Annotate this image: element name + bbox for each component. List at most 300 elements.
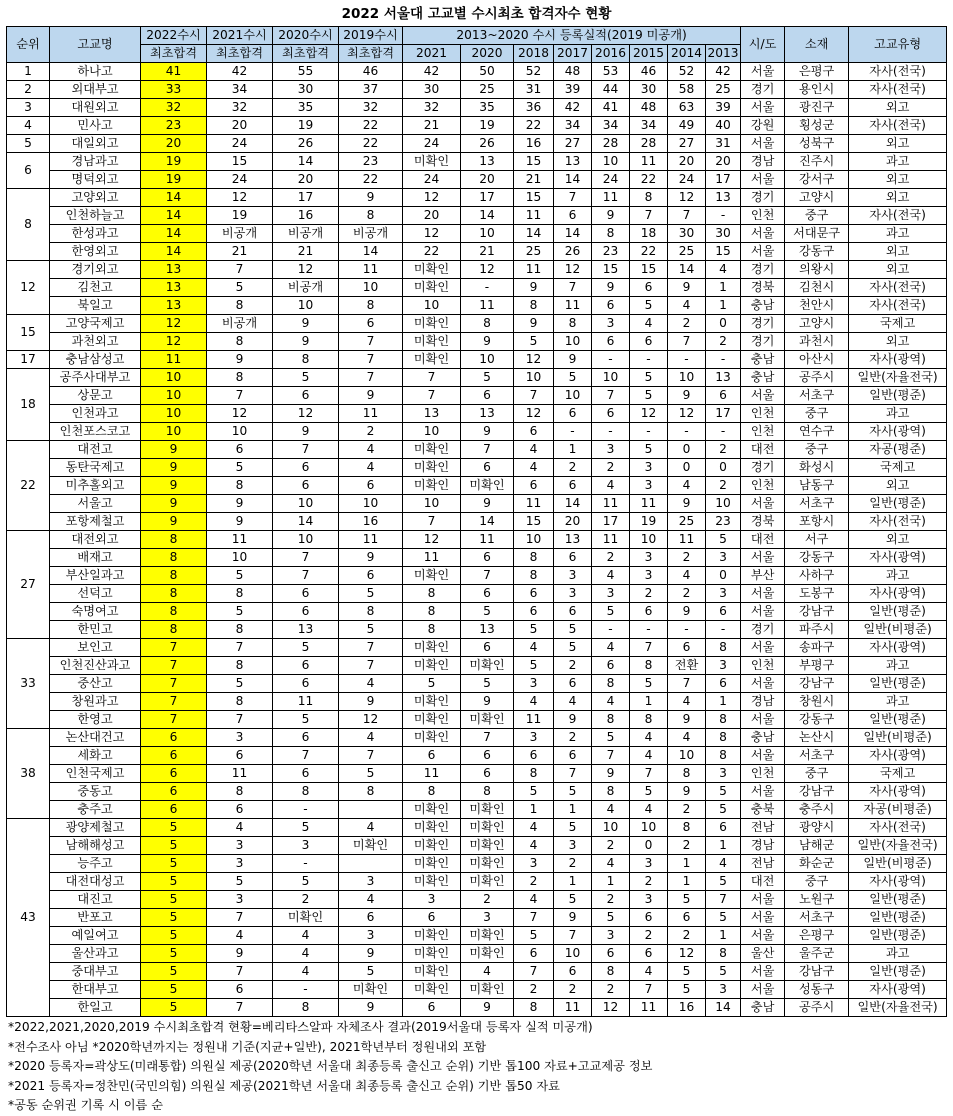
reg-2016: 8	[592, 225, 630, 243]
reg-2020: 13	[461, 621, 514, 639]
school-name: 한민고	[50, 621, 141, 639]
reg-2021: 미확인	[403, 657, 461, 675]
admits-2022: 9	[141, 477, 207, 495]
reg-2018: 8	[514, 765, 554, 783]
region: 경남	[741, 837, 785, 855]
school-type: 일반(자율전국)	[849, 999, 947, 1017]
reg-2018: 11	[514, 495, 554, 513]
admits-2020: 14	[273, 513, 339, 531]
region: 서울	[741, 639, 785, 657]
region: 경기	[741, 81, 785, 99]
reg-2014: 52	[668, 63, 706, 81]
reg-2017: 4	[554, 693, 592, 711]
reg-2020: 6	[461, 459, 514, 477]
reg-2016: 2	[592, 459, 630, 477]
reg-2017: 34	[554, 117, 592, 135]
reg-2018: 2	[514, 873, 554, 891]
admits-2020: 26	[273, 135, 339, 153]
admits-2021: 5	[207, 279, 273, 297]
reg-2015: 8	[630, 711, 668, 729]
admits-2022: 5	[141, 963, 207, 981]
rank-cell: 15	[7, 315, 50, 351]
table-row	[7, 621, 947, 639]
reg-2018: 4	[514, 639, 554, 657]
location: 화성시	[785, 459, 849, 477]
reg-2021: 미확인	[403, 279, 461, 297]
region: 서울	[741, 783, 785, 801]
reg-2013: 8	[706, 747, 741, 765]
admits-2019: 9	[339, 549, 403, 567]
location: 과천시	[785, 333, 849, 351]
reg-2017: 6	[554, 675, 592, 693]
reg-2017: 11	[554, 999, 592, 1017]
reg-2020: 미확인	[461, 657, 514, 675]
admits-2022: 8	[141, 531, 207, 549]
reg-2016: 2	[592, 549, 630, 567]
reg-2017: 5	[554, 639, 592, 657]
admits-2020: 6	[273, 603, 339, 621]
admits-2019: 5	[339, 963, 403, 981]
reg-2014: 5	[668, 963, 706, 981]
table-row	[7, 81, 947, 99]
reg-2016: 8	[592, 675, 630, 693]
location: 은평구	[785, 63, 849, 81]
region: 충남	[741, 369, 785, 387]
admits-2020: 5	[273, 873, 339, 891]
admits-2021: 6	[207, 441, 273, 459]
location: 서구	[785, 531, 849, 549]
school-name: 숙명여고	[50, 603, 141, 621]
admits-2019: 4	[339, 729, 403, 747]
reg-2021: 미확인	[403, 351, 461, 369]
table-row	[7, 423, 947, 441]
school-name: 경남과고	[50, 153, 141, 171]
reg-2017: 2	[554, 855, 592, 873]
admits-2019: 9	[339, 189, 403, 207]
reg-2017: 1	[554, 441, 592, 459]
reg-2021: 미확인	[403, 963, 461, 981]
reg-2013: 1	[706, 927, 741, 945]
reg-2016: 4	[592, 801, 630, 819]
admits-2020: 55	[273, 63, 339, 81]
school-type: 과고	[849, 567, 947, 585]
admits-2019: 5	[339, 621, 403, 639]
reg-2015: 5	[630, 441, 668, 459]
admits-2022: 12	[141, 333, 207, 351]
reg-2018: 7	[514, 909, 554, 927]
reg-2015: 5	[630, 783, 668, 801]
admits-2021: 10	[207, 549, 273, 567]
admits-2020: 13	[273, 621, 339, 639]
admits-2022: 6	[141, 783, 207, 801]
admits-2022: 5	[141, 855, 207, 873]
rank-cell: 3	[7, 99, 50, 117]
table-row	[7, 405, 947, 423]
reg-2017: 6	[554, 405, 592, 423]
reg-2021: 미확인	[403, 153, 461, 171]
reg-2013: 1	[706, 837, 741, 855]
school-name: 과천외고	[50, 333, 141, 351]
admits-2021: 10	[207, 423, 273, 441]
school-type: 자사(광역)	[849, 981, 947, 999]
reg-2015: 11	[630, 999, 668, 1017]
location: 강동구	[785, 243, 849, 261]
admits-2020: 12	[273, 261, 339, 279]
admits-2020: 7	[273, 441, 339, 459]
reg-2015: -	[630, 621, 668, 639]
region: 서울	[741, 387, 785, 405]
region: 전남	[741, 855, 785, 873]
school-name: 중동고	[50, 783, 141, 801]
reg-2015: 30	[630, 81, 668, 99]
admits-2020: 7	[273, 567, 339, 585]
reg-2017: 12	[554, 261, 592, 279]
location: 진주시	[785, 153, 849, 171]
location: 의왕시	[785, 261, 849, 279]
school-type: 자사(광역)	[849, 423, 947, 441]
reg-2014: 7	[668, 675, 706, 693]
reg-2015: 3	[630, 855, 668, 873]
reg-2021: 8	[403, 603, 461, 621]
reg-2017: 6	[554, 207, 592, 225]
reg-2014: 5	[668, 981, 706, 999]
school-type: 자사(전국)	[849, 819, 947, 837]
reg-2017: 1	[554, 873, 592, 891]
admits-2019: 6	[339, 315, 403, 333]
region: 서울	[741, 891, 785, 909]
reg-2015: 4	[630, 747, 668, 765]
reg-2020: 6	[461, 747, 514, 765]
admits-2020: 8	[273, 999, 339, 1017]
reg-2014: 0	[668, 441, 706, 459]
region: 경기	[741, 315, 785, 333]
reg-2015: 3	[630, 891, 668, 909]
reg-2013: 3	[706, 981, 741, 999]
admits-2021: 9	[207, 945, 273, 963]
reg-2014: 9	[668, 387, 706, 405]
reg-2014: 24	[668, 171, 706, 189]
reg-2018: 6	[514, 945, 554, 963]
reg-2020: 미확인	[461, 981, 514, 999]
admits-2021: 8	[207, 477, 273, 495]
reg-2018: 25	[514, 243, 554, 261]
admits-2021: 5	[207, 459, 273, 477]
location: 천안시	[785, 297, 849, 315]
reg-2015: 10	[630, 819, 668, 837]
table-row	[7, 387, 947, 405]
reg-2020: 35	[461, 99, 514, 117]
school-name: 창원과고	[50, 693, 141, 711]
admits-2020: 11	[273, 693, 339, 711]
school-type: 과고	[849, 153, 947, 171]
admits-2022: 5	[141, 981, 207, 999]
reg-2021: 미확인	[403, 855, 461, 873]
reg-2018: 15	[514, 153, 554, 171]
admits-2022: 41	[141, 63, 207, 81]
reg-2020: 26	[461, 135, 514, 153]
reg-2018: 52	[514, 63, 554, 81]
reg-2014: 58	[668, 81, 706, 99]
admits-2019: 3	[339, 927, 403, 945]
reg-2013: 1	[706, 297, 741, 315]
region: 서울	[741, 135, 785, 153]
admits-2019: 미확인	[339, 981, 403, 999]
reg-2015: 22	[630, 171, 668, 189]
reg-2021: 42	[403, 63, 461, 81]
reg-2016: -	[592, 621, 630, 639]
school-type: 자공(평준)	[849, 441, 947, 459]
reg-2020: 9	[461, 495, 514, 513]
admits-2019: 6	[339, 567, 403, 585]
table-row	[7, 585, 947, 603]
reg-2018: 3	[514, 675, 554, 693]
reg-2021: 3	[403, 891, 461, 909]
region: 서울	[741, 243, 785, 261]
school-name: 선덕고	[50, 585, 141, 603]
reg-2017: 10	[554, 945, 592, 963]
reg-2014: 49	[668, 117, 706, 135]
reg-2015: 5	[630, 369, 668, 387]
location: 중구	[785, 207, 849, 225]
reg-2013: 10	[706, 495, 741, 513]
reg-2013: 8	[706, 945, 741, 963]
admits-2019: 5	[339, 585, 403, 603]
location: 중구	[785, 405, 849, 423]
admits-2019: 46	[339, 63, 403, 81]
footnotes	[8, 1018, 948, 1116]
reg-2020: 9	[461, 333, 514, 351]
admits-2019: 8	[339, 783, 403, 801]
header-2022: 2022수시	[141, 27, 207, 45]
reg-2014: 12	[668, 405, 706, 423]
reg-2020: 10	[461, 225, 514, 243]
reg-2015: 3	[630, 567, 668, 585]
header-school: 고교명	[50, 27, 141, 63]
header-rank: 순위	[7, 27, 50, 63]
admits-2019: 8	[339, 207, 403, 225]
location: 용인시	[785, 81, 849, 99]
reg-2020: 25	[461, 81, 514, 99]
reg-2021: 미확인	[403, 837, 461, 855]
reg-2017: 11	[554, 297, 592, 315]
admits-2020: 16	[273, 207, 339, 225]
reg-2021: 미확인	[403, 729, 461, 747]
admits-2021: 9	[207, 495, 273, 513]
admits-2019: 7	[339, 639, 403, 657]
location: 노원구	[785, 891, 849, 909]
admits-2020: 6	[273, 585, 339, 603]
reg-2016: 1	[592, 873, 630, 891]
reg-2014: 2	[668, 927, 706, 945]
admits-2022: 13	[141, 297, 207, 315]
school-type: 일반(평준)	[849, 891, 947, 909]
region: 경기	[741, 621, 785, 639]
table-row	[7, 495, 947, 513]
reg-2018: 36	[514, 99, 554, 117]
table-row	[7, 153, 947, 171]
reg-2016: 3	[592, 441, 630, 459]
reg-2014: 20	[668, 153, 706, 171]
region: 인천	[741, 657, 785, 675]
school-name: 경기외고	[50, 261, 141, 279]
admits-2020: 3	[273, 837, 339, 855]
reg-2018: 10	[514, 531, 554, 549]
location: 부평구	[785, 657, 849, 675]
reg-2015: 8	[630, 657, 668, 675]
region: 인천	[741, 423, 785, 441]
admits-2022: 12	[141, 315, 207, 333]
school-name: 한대부고	[50, 981, 141, 999]
reg-2017: 10	[554, 387, 592, 405]
location: 아산시	[785, 351, 849, 369]
reg-2021: 8	[403, 585, 461, 603]
reg-2020: 19	[461, 117, 514, 135]
admits-2022: 10	[141, 423, 207, 441]
reg-2014: 25	[668, 243, 706, 261]
reg-2021: 7	[403, 387, 461, 405]
admits-2022: 8	[141, 621, 207, 639]
school-name: 능주고	[50, 855, 141, 873]
reg-2018: 21	[514, 171, 554, 189]
reg-2021: 미확인	[403, 477, 461, 495]
reg-2021: 13	[403, 405, 461, 423]
table-row	[7, 711, 947, 729]
location: 강서구	[785, 171, 849, 189]
admits-2021: 7	[207, 261, 273, 279]
reg-2014: 10	[668, 747, 706, 765]
school-type: 외고	[849, 531, 947, 549]
admits-2021: 5	[207, 567, 273, 585]
reg-2015: 18	[630, 225, 668, 243]
reg-2014: 8	[668, 765, 706, 783]
reg-2020: 미확인	[461, 873, 514, 891]
region: 대전	[741, 531, 785, 549]
header-year: 2020	[461, 45, 514, 63]
reg-2013: 5	[706, 873, 741, 891]
school-name: 미추홀외고	[50, 477, 141, 495]
reg-2017: 5	[554, 783, 592, 801]
reg-2021: 11	[403, 549, 461, 567]
header-year: 2018	[514, 45, 554, 63]
admits-2020: 10	[273, 531, 339, 549]
reg-2014: 9	[668, 495, 706, 513]
reg-2015: 2	[630, 585, 668, 603]
location: 남동구	[785, 477, 849, 495]
admits-2021: 4	[207, 927, 273, 945]
reg-2016: 4	[592, 567, 630, 585]
school-name: 김천고	[50, 279, 141, 297]
reg-2020: 5	[461, 369, 514, 387]
admits-2020: 5	[273, 711, 339, 729]
reg-2015: 7	[630, 981, 668, 999]
school-type: 자공(비평준)	[849, 801, 947, 819]
location: 연수구	[785, 423, 849, 441]
admits-2021: 32	[207, 99, 273, 117]
admits-2021: 5	[207, 873, 273, 891]
header-year: 2021	[403, 45, 461, 63]
school-name: 인천하늘고	[50, 207, 141, 225]
table-row	[7, 297, 947, 315]
reg-2017: 14	[554, 225, 592, 243]
school-type: 국제고	[849, 765, 947, 783]
admits-2022: 7	[141, 675, 207, 693]
reg-2017: 5	[554, 891, 592, 909]
admits-2021: 19	[207, 207, 273, 225]
reg-2014: 27	[668, 135, 706, 153]
reg-2014: 7	[668, 333, 706, 351]
admits-2022: 13	[141, 261, 207, 279]
page-title: 2022 서울대 고교별 수시최초 합격자수 현황	[341, 6, 612, 22]
admits-2022: 19	[141, 171, 207, 189]
table-row	[7, 261, 947, 279]
admits-2022: 23	[141, 117, 207, 135]
location: 화순군	[785, 855, 849, 873]
admits-2019: 4	[339, 819, 403, 837]
school-name: 예일여고	[50, 927, 141, 945]
footnote: *2022,2021,2020,2019 수시최초합격 현황=베리타스알파 자체조사 결과(2019서울대 등록자 실적 미공개)	[8, 1020, 593, 1034]
school-type: 외고	[849, 171, 947, 189]
reg-2017: 27	[554, 135, 592, 153]
admits-2021: 7	[207, 909, 273, 927]
reg-2015: 5	[630, 297, 668, 315]
reg-2017: 8	[554, 315, 592, 333]
reg-2013: 6	[706, 387, 741, 405]
reg-2014: 9	[668, 279, 706, 297]
school-type: 일반(평준)	[849, 909, 947, 927]
reg-2014: 2	[668, 549, 706, 567]
header-year: 2017	[554, 45, 592, 63]
reg-2013: 1	[706, 693, 741, 711]
rank-cell: 33	[7, 639, 50, 729]
admits-2022: 7	[141, 639, 207, 657]
school-name: 반포고	[50, 909, 141, 927]
school-type: 자사(전국)	[849, 63, 947, 81]
reg-2018: 5	[514, 333, 554, 351]
admits-2020: 6	[273, 729, 339, 747]
admits-2019: 11	[339, 405, 403, 423]
reg-2018: 4	[514, 459, 554, 477]
reg-2020: 9	[461, 423, 514, 441]
reg-2016: 3	[592, 585, 630, 603]
reg-2020: 8	[461, 315, 514, 333]
rank-cell: 4	[7, 117, 50, 135]
reg-2013: 6	[706, 675, 741, 693]
admits-2022: 7	[141, 693, 207, 711]
admits-2020: 7	[273, 549, 339, 567]
school-name: 충주고	[50, 801, 141, 819]
header-2019-sub: 최초합격	[339, 45, 403, 63]
reg-2021: 24	[403, 135, 461, 153]
region: 경기	[741, 189, 785, 207]
reg-2015: 0	[630, 837, 668, 855]
location: 서초구	[785, 909, 849, 927]
reg-2021: 미확인	[403, 567, 461, 585]
reg-2013: 13	[706, 189, 741, 207]
school-type: 외고	[849, 135, 947, 153]
admits-2019	[339, 801, 403, 819]
table-row	[7, 891, 947, 909]
admits-2019: 14	[339, 243, 403, 261]
reg-2021: 10	[403, 495, 461, 513]
reg-2015: 34	[630, 117, 668, 135]
location: 중구	[785, 765, 849, 783]
admits-2022: 5	[141, 837, 207, 855]
reg-2016: 11	[592, 495, 630, 513]
reg-2016: 7	[592, 387, 630, 405]
admits-2022: 10	[141, 369, 207, 387]
reg-2015: 8	[630, 189, 668, 207]
admits-2019: 4	[339, 891, 403, 909]
